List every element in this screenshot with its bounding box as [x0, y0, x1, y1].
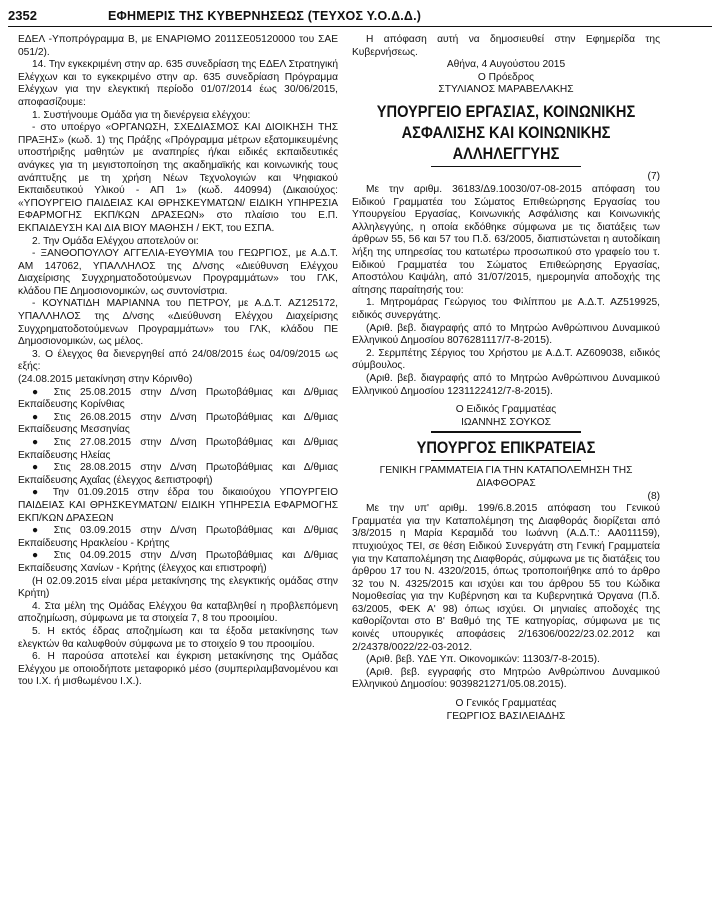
- list-item: ● Στις 04.09.2015 στην Δ/νση Πρωτοβάθμιας και Δ/θμιας Εκπαίδευσης Χανίων - Κρήτης (έλεγχος και επιστροφή): [18, 550, 338, 574]
- list-item: ● Στις 25.08.2015 στην Δ/νση Πρωτοβάθμιας και Δ/θμιας Εκπαίδευσης Κορίνθιας: [18, 386, 338, 411]
- list-item: ● Στις 28.08.2015 στην Δ/νση Πρωτοβάθμιας και Δ/θμιας Εκπαίδευσης Αχαΐας (έλεγχος &επιστροφή): [18, 462, 338, 486]
- right-column: [352, 34, 660, 723]
- signer-role: Ο Ειδικός Γραμματέας: [455, 404, 557, 416]
- paragraph: Με την υπ' αριθμ. 199/6.8.2015 απόφαση του Γενικού Γραμματέα για την Καταπολέμηση της Διαφθοράς διορίζεται από 3/8/2015 η Μαρία Κεραμιδά του Ιωάννη (Α.Δ.Τ.: ΑΑ011159), πτυχιούχος ΤΕΙ, σε θέση Ειδικού Συνεργάτη στη Γενική Γραμματεία για την Καταπολέμηση της Διαφθοράς, σύμφωνα με τις διατάξεις του άρθρου 17 του Ν. 4320/2015, όπως τροποποιήθηκε από το άρθρο 32 του Ν. 4325/2015 και ισχύει και του άρθρου 55 του Κώδικα Νομοθεσίας για την Κυβέρνηση και τα Κυβερνητικά Όργανα (Π.δ. 63/2005, ΦΕΚ Α' 98) όπως ισχύει. Οι μηνιαίες αποδοχές της καθορίζονται στο Β' Βαθμό της ΤΕ κατηγορίας, σύμφωνα με τις κοινές υπουργικές αποφάσεις 2/16306/0022/23.02.2012 και 2/24378/0022/22-03-2012.: [352, 503, 660, 653]
- paragraph: 14. Την εγκεκριμένη στην αρ. 635 συνεδρίαση της ΕΔΕΛ Στρατηγική Ελέγχων και το εγκεκριμένο στην αρ. 635 συνεδρίαση Πρόγραμμα Ελέγχων για την ελεγκτική περίοδο 01/07/2014 έως 30/06/2015, αποφασίζουμε:: [18, 59, 338, 108]
- paragraph: (Αριθ. βεβ. ΥΔΕ Υπ. Οικονομικών: 11303/7-8-2015).: [366, 654, 600, 666]
- place-date: Αθήνα, 4 Αυγούστου 2015: [446, 59, 566, 71]
- signer-name: ΣΤΥΛΙΑΝΟΣ ΜΑΡΑΒΕΛΑΚΗΣ: [438, 84, 574, 96]
- page-header: [8, 4, 712, 27]
- paragraph: (Αριθ. βεβ. εγγραφής στο Μητρώο Ανθρώπινου Δυναμικού Ελληνικού Δημοσίου: 9039821271/05.08.2015).: [352, 666, 660, 691]
- paragraph: 6. Η παρούσα αποτελεί και έγκριση μετακίνησης της Ομάδας Ελέγχου με οποιοδήποτε μεταφορικό μέσο (συμπεριλαμβανομένου και του Ι.Χ. ή μισθωμένου Ι.Χ.).: [18, 651, 338, 688]
- list-item: 2. Σερμπέτης Σέργιος του Χρήστου με Α.Δ.Τ. ΑΖ609038, ειδικός σύμβουλος.: [352, 347, 660, 372]
- divider: [431, 431, 581, 433]
- signer-role: Ο Πρόεδρος: [477, 71, 535, 83]
- signer-role: Ο Γενικός Γραμματέας: [455, 698, 557, 710]
- paragraph: (Η 02.09.2015 είναι μέρα μετακίνησης της ελεγκτικής ομάδας στην Κρήτη): [18, 575, 338, 600]
- decision-number: (7): [647, 171, 660, 183]
- divider: [431, 460, 581, 462]
- paragraph: (24.08.2015 μετακίνηση στην Κόρινθο): [18, 374, 193, 386]
- paragraph: - ΚΟΥΝΑΤΙΔΗ ΜΑΡΙΑΝΝΑ του ΠΕΤΡΟΥ, με Α.Δ.Τ. ΑΖ125172, ΥΠΑΛΛΗΛΟΣ της Δ/νσης «Διεύθυνση Ελέγχου Διαχείρισης Συγχρηματοδοτούμενων Προγραμμάτων» του ΓΛΚ, κλάδου ΠΕ Δημοσιονομικών, ως μέλος.: [18, 298, 338, 348]
- paragraph: 4. Στα μέλη της Ομάδας Ελέγχου θα καταβληθεί η προβλεπόμενη αποζημίωση, σύμφωνα με τα στοιχεία 7, 8 του προοιμίου.: [18, 600, 338, 625]
- paragraph: ΕΔΕΛ -Υποπρόγραμμα Β, με ΕΝΑΡΙΘΜΟ 2011ΣΕ05120000 του ΣΑΕ 051/2).: [18, 34, 338, 58]
- list-item: ● Στις 03.09.2015 στην Δ/νση Πρωτοβάθμιας και Δ/θμιας Εκπαίδευσης Ηρακλείου - Κρήτης: [18, 525, 338, 549]
- paragraph: 3. Ο έλεγχος θα διενεργηθεί από 24/08/2015 έως 04/09/2015 ως εξής:: [18, 348, 338, 373]
- signer-name: ΙΩΑΝΝΗΣ ΣΟΥΚΟΣ: [461, 416, 551, 428]
- decision-number: (8): [647, 490, 660, 502]
- journal-title: ΕΦΗΜΕΡΙΣ ΤΗΣ ΚΥΒΕΡΝΗΣΕΩΣ (ΤΕΥΧΟΣ Υ.Ο.Δ.Δ.): [108, 9, 422, 23]
- paragraph: 1. Συστήνουμε Ομάδα για τη διενέργεια ελέγχου:: [32, 109, 251, 121]
- signer-name: ΓΕΩΡΓΙΟΣ ΒΑΣΙΛΕΙΑΔΗΣ: [446, 710, 566, 722]
- page-number: 2352: [8, 8, 37, 23]
- list-item: ● Στις 27.08.2015 στην Δ/νση Πρωτοβάθμιας και Δ/θμιας Εκπαίδευσης Ηλείας: [18, 437, 338, 461]
- left-column: [18, 34, 338, 689]
- divider: [431, 166, 581, 168]
- paragraph: - στο υποέργο «ΟΡΓΑΝΩΣΗ, ΣΧΕΔΙΑΣΜΟΣ ΚΑΙ ΔΙΟΙΚΗΣΗ ΤΗΣ ΠΡΑΞΗΣ» (κωδ. 1) της Πράξης «Πρόγραμμα μέτρων εξατομικευμένης υποστήριξης μαθητών με αναπηρίες ή/και ειδικές εκπαιδευτικές ανάγκες για τη μεγιστοποίηση της ακαδημαϊκής και κοινωνικής τους ανάπτυξης με τη χρήση Νέων Τεχνολογιών και Ψηφιακού Εκπαιδευτικού Υλικού - ΑΠ 1» (κωδ. 440994) (Δικαιούχος: «ΥΠΟΥΡΓΕΙΟ ΠΑΙΔΕΙΑΣ ΚΑΙ ΘΡΗΣΚΕΥΜΑΤΩΝ/ ΕΙΔΙΚΗ ΥΠΗΡΕΣΙΑ ΕΦΑΡΜΟΓΗΣ ΕΚΠ/ΚΩΝ ΔΡΑΣΕΩΝ» στο πλαίσιο του Ε.Π. ΕΚΠΑΙΔΕΥΣΗ ΚΑΙ ΔΙΑ ΒΙΟΥ ΜΑΘΗΣΗ / ΕΚΤ, του ΕΣΠΑ.: [18, 122, 338, 234]
- list-item: 1. Μητρομάρας Γεώργιος του Φιλίππου με Α.Δ.Τ. ΑΖ519925, ειδικός συνεργάτης.: [352, 297, 660, 321]
- list-item: ● Στις 26.08.2015 στην Δ/νση Πρωτοβάθμιας και Δ/θμιας Εκπαίδευσης Μεσσηνίας: [18, 411, 338, 436]
- paragraph: 2. Την Ομάδα Ελέγχου αποτελούν οι:: [32, 235, 199, 247]
- list-item: ● Την 01.09.2015 στην έδρα του δικαιούχου ΥΠΟΥΡΓΕΙΟ ΠΑΙΔΕΙΑΣ ΚΑΙ ΘΡΗΣΚΕΥΜΑΤΩΝ/ ΕΙΔΙΚΗ ΥΠΗΡΕΣΙΑ ΕΦΑΡΜΟΓΗΣ ΕΚΠ/ΚΩΝ ΔΡΑΣΕΩΝ: [18, 487, 338, 524]
- paragraph: (Αριθ. βεβ. διαγραφής από το Μητρώο Ανθρώπινου Δυναμικού Ελληνικού Δημοσίου 8076281117/7-8-2015).: [352, 322, 660, 347]
- ministry-heading: ΥΠΟΥΡΓΟΣ ΕΠΙΚΡΑΤΕΙΑΣ: [416, 437, 596, 457]
- paragraph: Η απόφαση αυτή να δημοσιευθεί στην Εφημερίδα της Κυβερνήσεως.: [352, 34, 660, 58]
- paragraph: (Αριθ. βεβ. διαγραφής από το Μητρώο Ανθρώπινου Δυναμικού Ελληνικού Δημοσίου 1231122412/7-8-2015).: [352, 372, 660, 397]
- subtitle: ΓΕΝΙΚΗ ΓΡΑΜΜΑΤΕΙΑ ΓΙΑ ΤΗΝ ΚΑΤΑΠΟΛΕΜΗΣΗ ΤΗΣ ΔΙΑΦΘΟΡΑΣ: [379, 465, 633, 489]
- paragraph: Με την αριθμ. 36183/Δ9.10030/07-08-2015 απόφαση του Ειδικού Γραμματέα του Σώματος Επιθεώρησης Εργασίας του Υπουργείου Εργασίας, Κοινωνικής Ασφάλισης και Κοινωνικής Αλληλεγγύης, η οποία εκδόθηκε σύμφωνα με τις διατάξεις των άρθρων 55, 56 και 57 του Π.δ. 63/2005, διαπιστώνεται η αυτοδίκαιη λήξη της υπηρεσίας του κατωτέρω προσωπικού στο γραφείο του τ. Ειδικού Γραμματέα του Σώματος Επιθεώρησης Εργασίας, Αποστόλου Καψάλη, από 31/07/2015, ημερομηνία αποδοχής της αίτησης παραίτησής του:: [352, 184, 660, 296]
- paragraph: - ΞΑΝΘΟΠΟΥΛΟΥ ΑΓΓΕΛΙΑ-ΕΥΘΥΜΙΑ του ΓΕΩΡΓΙΟΣ, με Α.Δ.Τ. ΑΜ 147062, ΥΠΑΛΛΗΛΟΣ της Δ/νσης «Διεύθυνση Ελέγχου Διαχείρισης Συγχρηματοδοτούμενων Προγραμμάτων» του ΓΛΚ, κλάδου ΠΕ Δημοσιονομικών, ως συντονίστρια.: [18, 248, 338, 297]
- ministry-heading: ΥΠΟΥΡΓΕΙΟ ΕΡΓΑΣΙΑΣ, ΚΟΙΝΩΝΙΚΗΣ ΑΣΦΑΛΙΣΗΣ ΚΑΙ ΚΟΙΝΩΝΙΚΗΣ ΑΛΛΗΛΕΓΓΥΗΣ: [376, 101, 636, 163]
- paragraph: 5. Η εκτός έδρας αποζημίωση και τα έξοδα μετακίνησης των ελεγκτών θα καλυφθούν σύμφωνα με το στοιχείο 9 του προοιμίου.: [18, 625, 338, 650]
